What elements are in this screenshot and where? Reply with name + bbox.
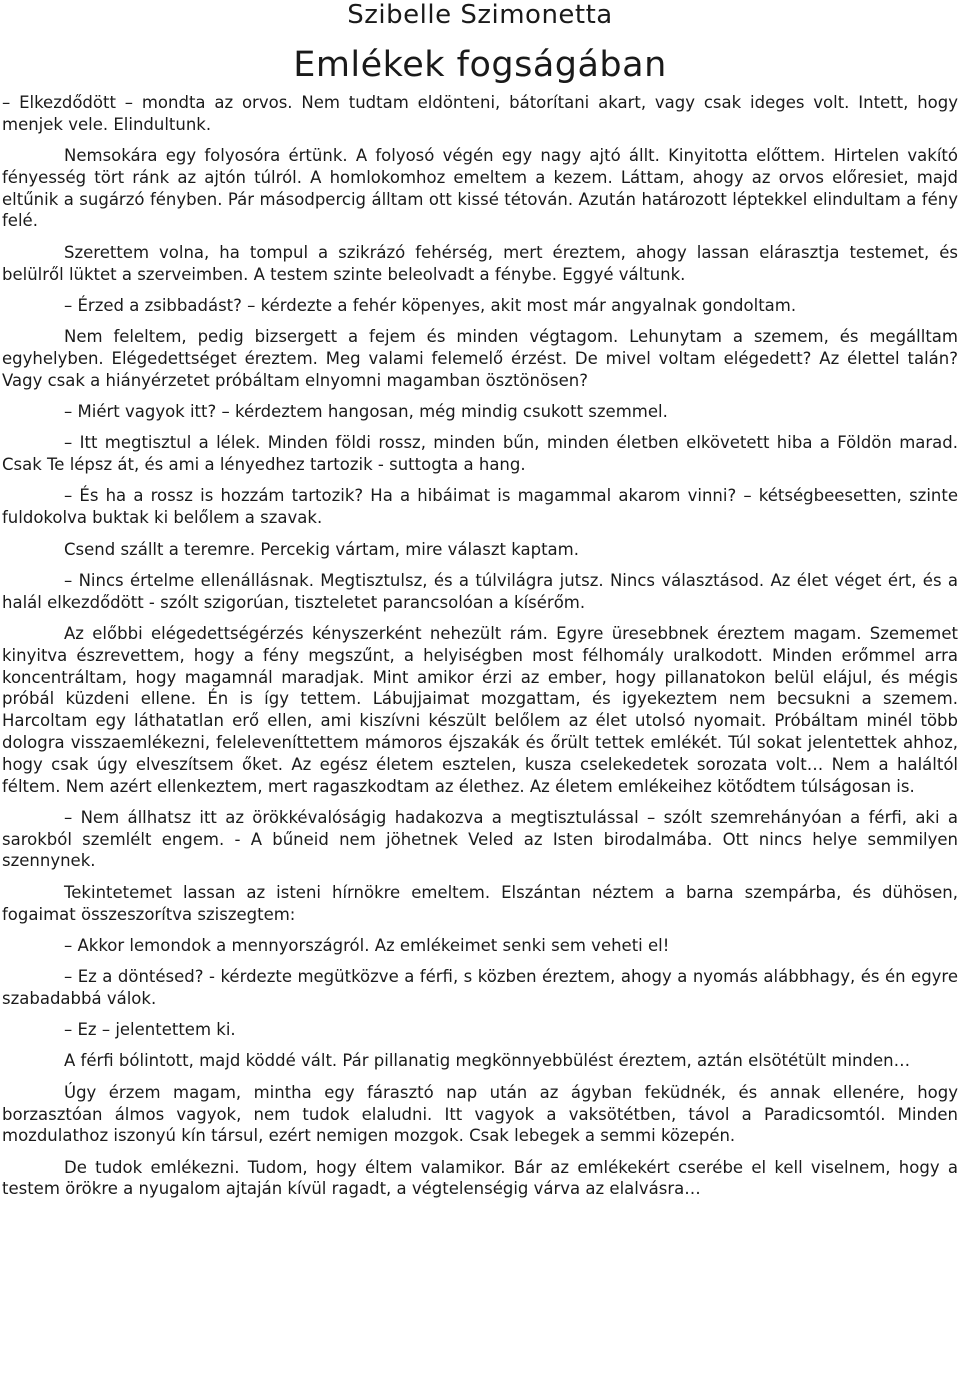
- paragraph-19: De tudok emlékezni. Tudom, hogy éltem valamikor. Bár az emlékekért cserébe el kell viselnem, hogy a testem örökre a nyugalom ajtaján kívül ragadt, a végtelenségig várva az elalvásra…: [2, 1157, 958, 1199]
- paragraph-3: Szerettem volna, ha tompul a szikrázó fehérség, mert éreztem, ahogy lassan elárasztja testemet, és belülről lüktet a szerveimben. A testem szinte beleolvadt a fénybe. Eggyé váltunk.: [2, 242, 958, 284]
- paragraph-2: Nemsokára egy folyosóra értünk. A folyosó végén egy nagy ajtó állt. Kinyitotta előttem. Hirtelen vakító fényesség tört ránk az ajtón túlról. A homlokomhoz emeltem a kezem. Láttam, ahogy az orvos előresiet, majd eltűnik a sugárzó fényben. Pár másodpercig álltam ott kissé tétován. Azután határozott léptekkel elindultam a fény felé.: [2, 146, 958, 231]
- paragraph-6: – Miért vagyok itt? – kérdeztem hangosan, még mindig csukott szemmel.: [64, 402, 668, 422]
- paragraph-13: Tekintetemet lassan az isteni hírnökre emeltem. Elszántan néztem a barna szempárba, és dühösen, fogaimat összeszorítva sziszegtem:: [2, 882, 958, 924]
- paragraph-4: – Érzed a zsibbadást? – kérdezte a fehér köpenyes, akit most már angyalnak gondoltam.: [64, 295, 797, 315]
- paragraph-10: – Nincs értelme ellenállásnak. Megtisztulsz, és a túlvilágra jutsz. Nincs választásod. Az élet véget ért, és a halál elkezdődött - szólt szigorúan, tiszteletet parancsolóan a kísérőm.: [2, 570, 958, 612]
- author-name: Szibelle Szimonetta: [347, 0, 613, 30]
- paragraph-18: Úgy érzem magam, mintha egy fárasztó nap után az ágyban feküdnék, és annak ellenére, hogy borzasztóan álmos vagyok, nem tudok elaludni. Itt vagyok a vaksötétben, távol a Paradicsomtól. Minden mozdulathoz iszonyú kín társul, ezért nemigen mozgok. Csak lebegek a semmi közepén.: [2, 1082, 958, 1146]
- paragraph-9: Csend szállt a teremre. Percekig vártam, mire választ kaptam.: [64, 539, 579, 559]
- page-title: Emlékek fogságában: [293, 45, 667, 85]
- story-body: [2, 92, 958, 1200]
- paragraph-11: Az előbbi elégedettségérzés kényszerként nehezült rám. Egyre üresebbnek éreztem magam. Szememet kinyitva észrevettem, hogy a fény megszűnt, a helyiségben most félhomály uralkodott. Minden erőmmel arra koncentráltam, hogy magamnál maradjak. Mint amikor érzi az ember, hogy pillanatokon belül elájul, és mégis próbál küzdeni ellene. Én is így tettem. Lábujjaimat mozgattam, és igyekeztem nem becsukni a szemem. Harcoltam egy láthatatlan erő ellen, ami kiszívni készült belőlem az élet utolsó nyomait. Próbáltam minél több dologra visszaemlékezni, feleleveníttettem mámoros éjszakák és őrült tettek emlékét. Túl sokat jelentettek ahhoz, hogy csak úgy elveszítsem őket. Az egész életem esztelen, kusza cselekedetek sorozata volt… Nem a haláltól féltem. Nem azért ellenkeztem, mert ragaszkodtam az élethez. Az életem emlékeihez kötődtem túlságosan is.: [2, 623, 958, 796]
- paragraph-14: – Akkor lemondok a mennyországról. Az emlékeimet senki sem veheti el!: [64, 935, 670, 955]
- paragraph-7: – Itt megtisztul a lélek. Minden földi rossz, minden bűn, minden életben elkövetett hiba a Földön marad. Csak Te lépsz át, és ami a lényedhez tartozik - suttogta a hang.: [2, 433, 958, 475]
- paragraph-17: A férfi bólintott, majd köddé vált. Pár pillanatig megkönnyebbülést éreztem, aztán elsötétült minden…: [64, 1051, 911, 1071]
- paragraph-15: – Ez a döntésed? - kérdezte megütközve a férfi, s közben éreztem, ahogy a nyomás alábbhagy, és én egyre szabadabbá válok.: [2, 967, 958, 1008]
- paragraph-1: – Elkezdődött – mondta az orvos. Nem tudtam eldönteni, bátorítani akart, vagy csak ideges volt. Intett, hogy menjek vele. Elindultunk.: [2, 93, 958, 134]
- paragraph-8: – És ha a rossz is hozzám tartozik? Ha a hibáimat is magammal akarom vinni? – kétségbeesetten, szinte fuldokolva buktak ki belőlem a szavak.: [2, 486, 958, 528]
- paragraph-5: Nem feleltem, pedig bizsergett a fejem és minden végtagom. Lehunytam a szemem, és megálltam egyhelyben. Elégedettséget éreztem. Meg valami felemelő érzést. De mivel voltam elégedett? Az élettel talán? Vagy csak a hiányérzetet próbáltam elnyomni magamban ösztönösen?: [2, 327, 958, 390]
- paragraph-16: – Ez – jelentettem ki.: [64, 1020, 236, 1040]
- paragraph-12: – Nem állhatsz itt az örökkévalóságig hadakozva a megtisztulással – szólt szemrehányóan a férfi, aki a sarokból szemlélt engem. - A bűneid nem jöhetnek Veled az Isten birodalmába. Ott nincs helye semmilyen szennynek.: [2, 807, 958, 871]
